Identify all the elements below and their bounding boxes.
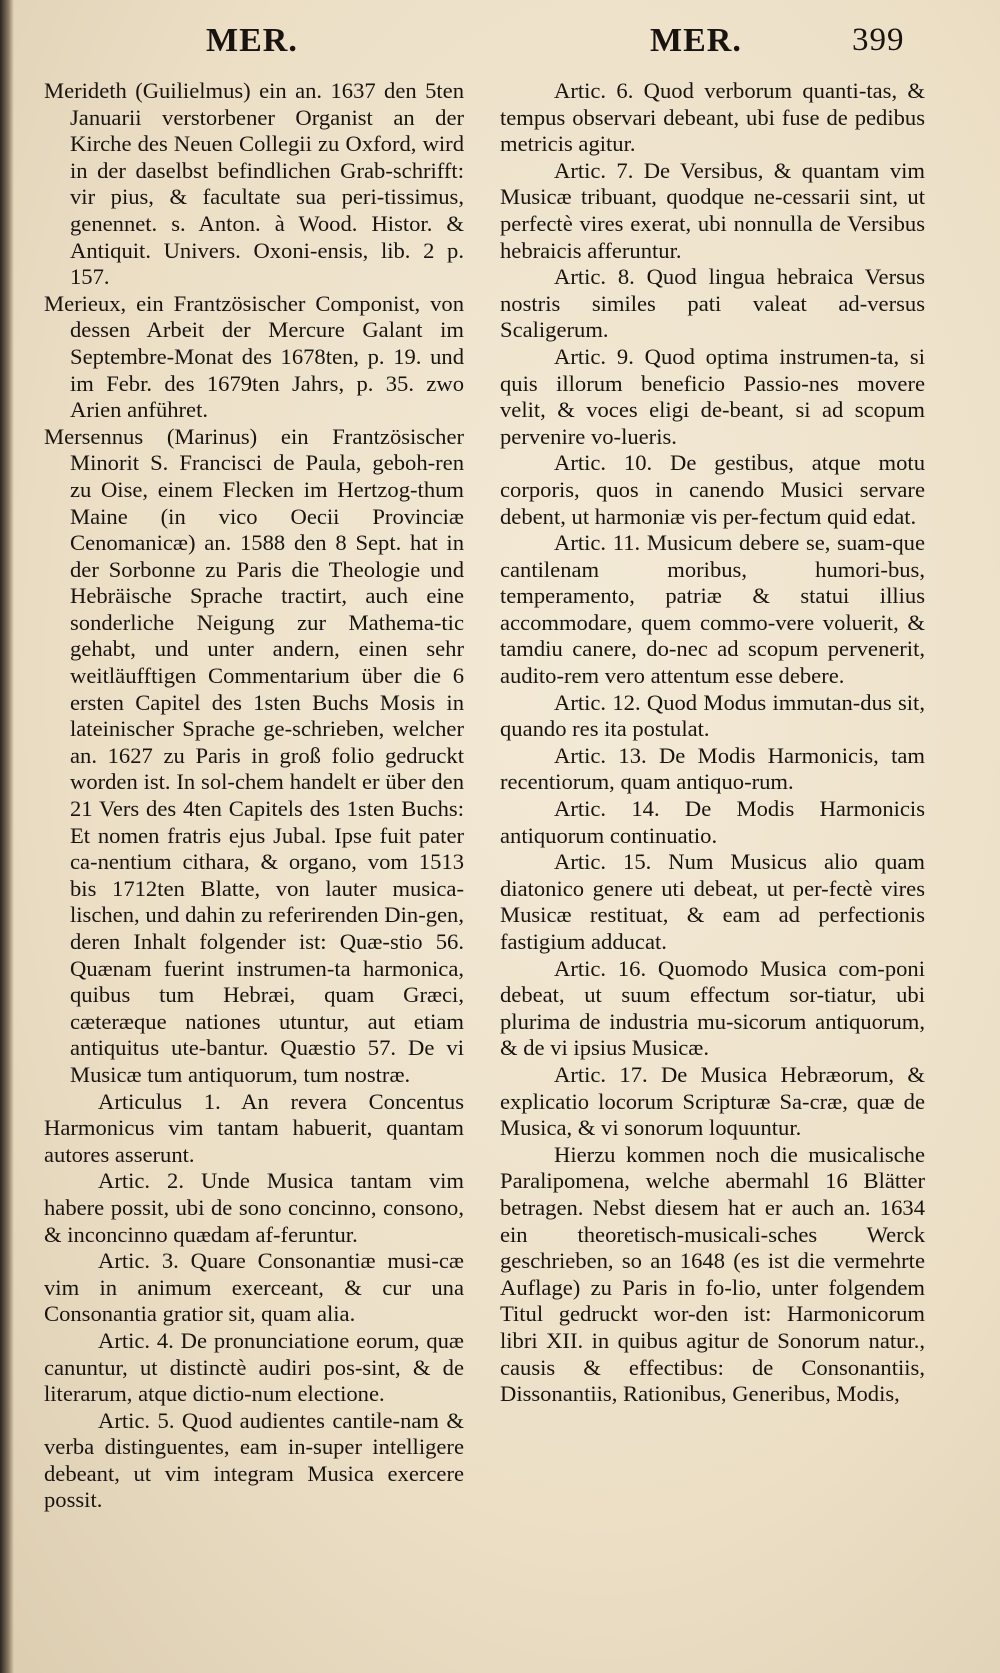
article-paragraph: Articulus 1. An revera Concentus Harmonicus vim tantam habuerit, quantam autores asserunt. xyxy=(44,1088,464,1167)
page-number: 399 xyxy=(852,22,905,58)
article-paragraph: Artic. 17. De Musica Hebræorum, & explicatio locorum Scripturæ Sa-cræ, quæ de Musica, & vi sonorum loquuntur. xyxy=(500,1061,925,1141)
article-paragraph: Artic. 12. Quod Modus immutan-dus sit, quando res ita postulat. xyxy=(500,689,925,742)
article-paragraph: Artic. 15. Num Musicus alio quam diatonico genere uti debeat, ut per-fectè vires Musicæ restituat, & eam ad perfectionis fastigium adducat. xyxy=(500,849,925,954)
article-paragraph: Artic. 16. Quomodo Musica com-poni debeat, ut suum effectum sor-tiatur, ubi plurima de industria mu-sicorum antiquorum, & de vi ipsius Musicæ. xyxy=(500,955,925,1061)
article-paragraph: Artic. 9. Quod optima instrumen-ta, si quis illorum beneficio Passio-nes movere velit, & voces eligi de-beant, si ad scopum pervenire vo-lueris. xyxy=(500,343,925,449)
left-running-head: MER. xyxy=(206,22,298,59)
article-paragraph: Artic. 11. Musicum debere se, suam-que cantilenam moribus, humori-bus, temperamento, patriæ & statui illius accommodare, quem commo-vere voluerit, & tamdiu canere, do-nec ad scopum pervenerit, audito-rem vero attentum esse debere. xyxy=(500,530,925,689)
article-paragraph: Artic. 8. Quod lingua hebraica Versus nostris similes pati valeat ad-versus Scaligerum. xyxy=(500,264,925,343)
right-column xyxy=(500,78,925,1408)
entry-mersennus: Mersennus (Marinus) ein Frantzösischer Minorit S. Francisci de Paula, geboh-ren zu Oise, einem Flecken im Hertzog-thum Maine (in vico Oecii Provinciæ Cenomanicæ) an. 1588 den 8 Sept. hat in der Sorbonne zu Paris die Theologie und Hebräische Sprache tractirt, auch eine sonderliche Neigung zur Mathema-tic gehabt, und unter andern, einen sehr weitläufftigen Commentarium über die 6 ersten Capitel des 1sten Buchs Mosis in lateinischer Sprache ge-schrieben, welcher an. 1627 zu Paris in groß folio gedruckt worden ist. In sol-chem handelt er über den 21 Vers des 4ten Capitels des 1sten Buchs: Et nomen fratris ejus Jubal. Ipse fuit pater ca-nentium cithara, & organo, vom 1513 bis 1712ten Blatte, von lauter musica-lischen, und dahin zu referirenden Din-gen, deren Inhalt folgender ist: Quæ-stio 56. Quænam fuerint instrumen-ta harmonica, quibus tum Hebræi, quam Græci, cæteræque nationes utuntur, aut etiam antiquitus ute-bantur. Quæstio 57. De vi Musicæ tum antiquorum, tum nostræ. xyxy=(44,423,464,1087)
closing-paragraph: Hierzu kommen noch die musicalische Paralipomena, welche abermahl 16 Blätter betragen. Nebst diesem hat er auch an. 1634 ein theoretisch-musicali-sches Werck geschrieben, so an 1648 (es ist die vermehrte Auflage) zu Paris in fo-lio, unter folgendem Titul gedruckt wor-den ist: Harmonicorum libri XII. in quibus agitur de Sonorum natur., causis & effectibus: de Consonantiis, Dissonantiis, Rationibus, Generibus, Modis, xyxy=(500,1141,925,1407)
article-paragraph: Artic. 14. De Modis Harmonicis antiquorum continuatio. xyxy=(500,796,925,848)
article-paragraph: Artic. 13. De Modis Harmonicis, tam recentiorum, quam antiquo-rum. xyxy=(500,742,925,795)
article-paragraph: Artic. 10. De gestibus, atque motu corporis, quos in canendo Musici servare debent, ut harmoniæ vis per-fectum quid edat. xyxy=(500,450,925,529)
article-paragraph: Artic. 4. De pronunciatione eorum, quæ canuntur, ut distinctè audiri pos-sint, & de literarum, atque dictio-num electione. xyxy=(44,1327,464,1407)
article-paragraph: Artic. 3. Quare Consonantiæ musi-cæ vim in animum exerceant, & cur una Consonantia gratior sit, quam alia. xyxy=(44,1248,464,1327)
article-paragraph: Artic. 7. De Versibus, & quantam vim Musicæ tribuant, quodque ne-cessarii sint, ut perfectè vires exerat, ubi nonnulla de Versibus hebraicis afferuntur. xyxy=(500,157,925,263)
left-column xyxy=(44,78,464,1514)
article-paragraph: Artic. 2. Unde Musica tantam vim habere possit, ubi de sono concinno, consono, & inconcinno quædam af-feruntur. xyxy=(44,1168,464,1247)
article-paragraph: Artic. 6. Quod verborum quanti-tas, & tempus observari debeant, ubi fuse de pedibus metricis agitur. xyxy=(500,78,925,157)
entry-merieux: Merieux, ein Frantzösischer Componist, von dessen Arbeit der Mercure Galant im Septembre-Monat des 1678ten, p. 19. und im Febr. des 1679ten Jahrs, p. 35. zwo Arien anführet. xyxy=(44,290,464,423)
entry-merideth: Merideth (Guilielmus) ein an. 1637 den 5ten Januarii verstorbener Organist an der Kirche des Neuen Collegii zu Oxford, wird in der daselbst befindlichen Grab-schrifft: vir pius, & facultate sua peri-tissimus, genennet. s. Anton. à Wood. Histor. & Antiquit. Univers. Oxoni-ensis, lib. 2 p. 157. xyxy=(44,78,464,290)
article-paragraph: Artic. 5. Quod audientes cantile-nam & verba distinguentes, eam in-super intelligere debeant, ut vim integram Musica exercere possit. xyxy=(44,1407,464,1513)
right-running-head: MER. xyxy=(650,22,742,59)
page-edge-shadow xyxy=(0,0,14,1673)
